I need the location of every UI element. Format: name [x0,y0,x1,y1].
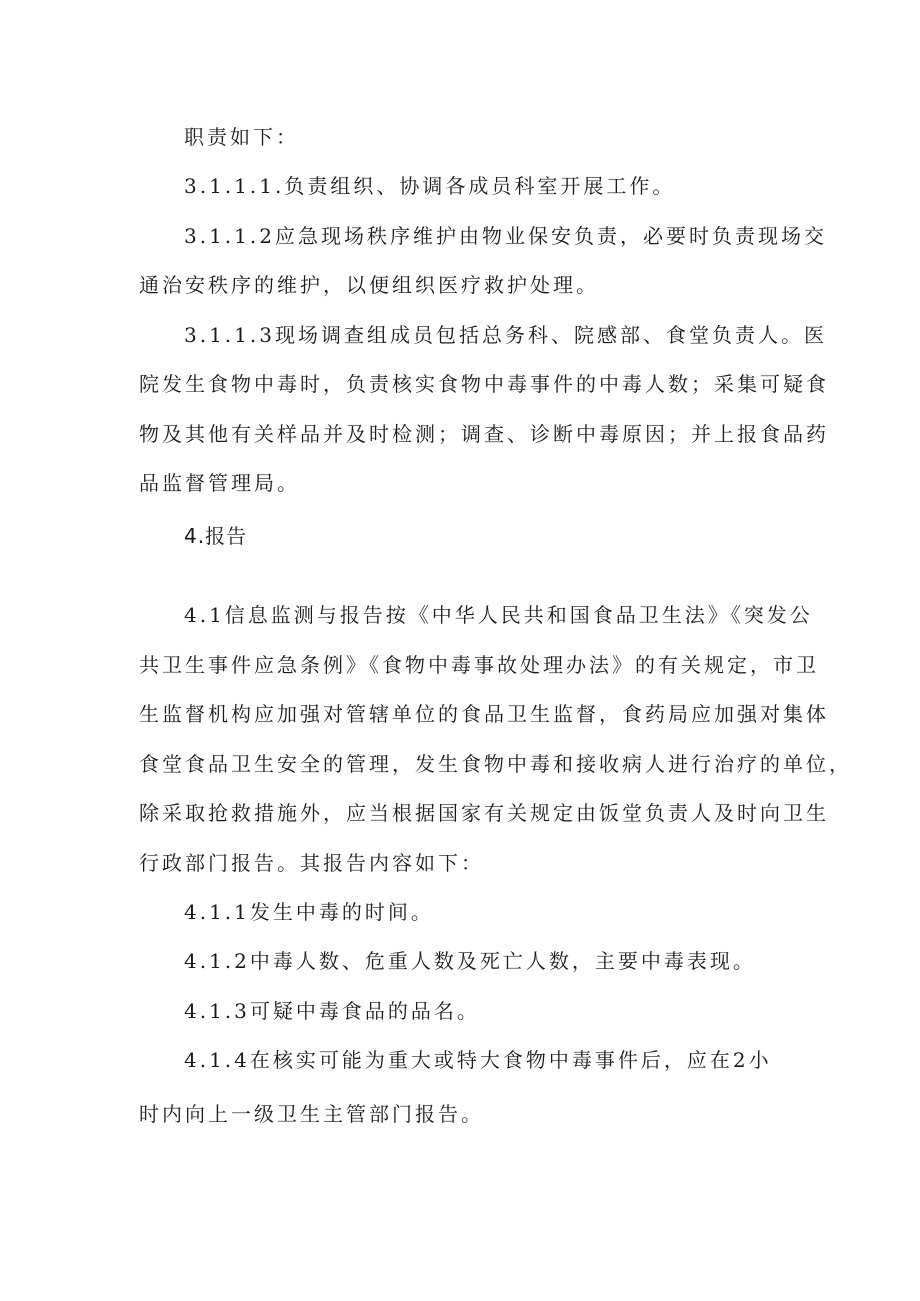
paragraph-line: 共卫生事件应急条例》《食物中毒事故处理办法》的有关规定，市卫 [139,653,819,677]
paragraph-line: 职责如下： [184,125,299,149]
paragraph-line: 食堂食品卫生安全的管理，发生食物中毒和接收病人进行治疗的单位， [139,752,852,776]
section-heading: 4.报告 [184,524,248,548]
paragraph-line: 物及其他有关样品并及时检测；调查、诊断中毒原因；并上报食品药 [139,422,829,446]
paragraph-line: 时内向上一级卫生主管部门报告。 [139,1102,484,1126]
paragraph-line: 除采取抢救措施外，应当根据国家有关规定由饭堂负责人及时向卫生 [139,801,829,825]
paragraph-line: 4.1.2中毒人数、危重人数及死亡人数，主要中毒表现。 [184,949,756,973]
paragraph-line: 行政部门报告。其报告内容如下： [139,851,484,875]
paragraph-line: 4.1.4在核实可能为重大或特大食物中毒事件后，应在2小 [184,1048,772,1072]
paragraph-line: 生监督机构应加强对管辖单位的食品卫生监督，食药局应加强对集体 [139,702,829,726]
paragraph-line: 4.1信息监测与报告按《中华人民共和国食品卫生法》《突发公 [184,603,813,627]
paragraph-line: 3.1.1.3现场调查组成员包括总务科、院感部、食堂负责人。医 [184,323,827,347]
paragraph-line: 4.1.3可疑中毒食品的品名。 [184,999,480,1023]
paragraph-line: 品监督管理局。 [139,471,300,495]
paragraph-line: 3.1.1.2应急现场秩序维护由物业保安负责，必要时负责现场交 [184,224,827,248]
paragraph-line: 院发生食物中毒时，负责核实食物中毒事件的中毒人数；采集可疑食 [139,372,829,396]
paragraph-line: 3.1.1.1.负责组织、协调各成员科室开展工作。 [184,174,676,198]
paragraph-line: 4.1.1发生中毒的时间。 [184,900,434,924]
paragraph-line: 通治安秩序的维护，以便组织医疗救护处理。 [139,273,599,297]
